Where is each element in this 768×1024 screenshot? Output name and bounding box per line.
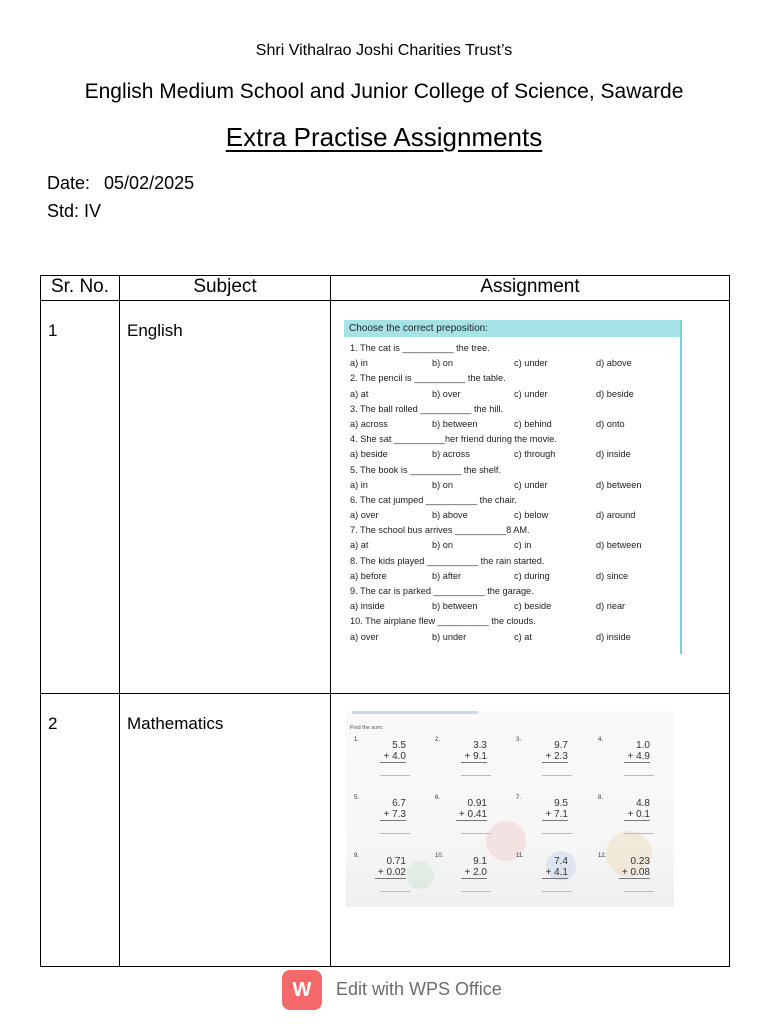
option-text: c) under	[514, 479, 548, 490]
std-line	[47, 201, 101, 222]
answer-line	[461, 891, 491, 892]
answer-line	[380, 891, 410, 892]
addend-plus: + 7.1	[542, 809, 568, 821]
option-text: b) on	[432, 540, 453, 551]
option-text: c) below	[514, 510, 549, 521]
question-text: 1. The cat is __________ the tree.	[350, 343, 490, 353]
question-text: 10. The airplane flew __________ the clouds.	[350, 616, 536, 627]
option-text: d) near	[596, 601, 626, 612]
option-text: b) after	[432, 570, 462, 581]
addition-problem	[435, 855, 505, 897]
option-text: d) around	[596, 510, 636, 521]
addend: 9.7	[554, 740, 568, 751]
school-name: English Medium School and Junior College of Science, Sawarde	[84, 80, 684, 103]
header-assignment: Assignment	[331, 276, 730, 301]
option-text: c) behind	[514, 418, 552, 429]
assignment-table	[40, 275, 730, 967]
option-text: c) under	[514, 358, 548, 369]
addition-problem	[354, 855, 424, 897]
option-text: c) under	[514, 388, 548, 399]
question-text: 6. The cat jumped __________ the chair.	[350, 494, 517, 505]
row-assignment	[331, 694, 730, 967]
wps-logo-icon: W	[282, 970, 322, 1010]
option-text: b) over	[432, 388, 461, 399]
problem-number: 1.	[354, 737, 360, 743]
problem-number: 11.	[516, 853, 524, 859]
header-subject: Subject	[120, 276, 331, 301]
option-text: b) under	[432, 631, 467, 642]
option-text: c) through	[514, 449, 556, 460]
wps-edit-link[interactable]: Edit with WPS Office	[336, 979, 502, 999]
date-value: 05/02/2025	[104, 173, 195, 193]
option-text: a) at	[350, 388, 369, 399]
std-label: Std:	[47, 201, 80, 221]
question-text: 8. The kids played __________ the rain started.	[350, 555, 545, 566]
addition-problem	[435, 739, 505, 781]
question-text: 5. The book is __________ the shelf.	[350, 464, 502, 475]
addition-problem	[598, 797, 668, 839]
question-options	[344, 478, 680, 493]
option-text: a) over	[350, 510, 379, 521]
answer-line	[624, 833, 654, 834]
question-options	[344, 417, 680, 432]
problem-number: 12.	[598, 853, 607, 859]
question-options	[344, 508, 680, 523]
table-row	[41, 301, 730, 694]
addend-plus: + 0.1	[624, 809, 650, 821]
addend-plus: + 0.41	[456, 809, 487, 821]
addition-problem	[354, 739, 424, 781]
question-options	[344, 387, 680, 402]
problem-number: 9.	[354, 853, 360, 859]
option-text: a) in	[350, 479, 368, 490]
addition-problem	[516, 797, 586, 839]
date-line	[47, 173, 194, 194]
row-sr-no: 2	[41, 694, 120, 967]
addition-problem	[598, 855, 668, 897]
english-worksheet-image	[344, 320, 682, 654]
option-text: d) between	[596, 479, 642, 490]
addend: 5.5	[392, 740, 406, 751]
addend-plus: + 9.1	[461, 751, 487, 763]
addend: 9.1	[473, 856, 487, 867]
option-text: c) in	[514, 540, 532, 551]
row-sr-no: 1	[41, 301, 120, 694]
addend-plus: + 4.1	[542, 867, 568, 879]
table-row	[41, 694, 730, 967]
option-text: a) at	[350, 540, 369, 551]
problem-number: 6.	[435, 795, 441, 801]
worksheet-instruction: Find the sum.	[350, 725, 384, 731]
problem-number: 5.	[354, 795, 360, 801]
addend-plus: + 0.08	[619, 867, 650, 879]
problem-number: 10.	[435, 853, 444, 859]
question-options	[344, 569, 680, 584]
option-text: a) across	[350, 418, 388, 429]
option-text: d) onto	[596, 418, 625, 429]
std-value: IV	[84, 201, 102, 221]
question-text: 2. The pencil is __________ the table.	[350, 373, 506, 384]
answer-line	[461, 833, 491, 834]
option-text: b) between	[432, 601, 478, 612]
addition-problem	[516, 855, 586, 897]
answer-line	[624, 775, 654, 776]
option-text: a) in	[350, 358, 368, 369]
question-options	[344, 599, 680, 614]
answer-line	[461, 775, 491, 776]
option-text: d) between	[596, 540, 642, 551]
problem-number: 3.	[516, 737, 522, 743]
option-text: a) inside	[350, 601, 385, 612]
addend: 6.7	[392, 798, 406, 809]
math-worksheet-image	[346, 711, 674, 907]
question-options	[344, 630, 680, 645]
question-options	[344, 356, 680, 371]
answer-line	[380, 833, 410, 834]
question-text: 3. The ball rolled __________ the hill.	[350, 403, 504, 414]
addend: 9.5	[554, 798, 568, 809]
option-text: d) since	[596, 570, 629, 581]
option-text: b) across	[432, 449, 470, 460]
option-text: a) beside	[350, 449, 388, 460]
addend-plus: + 0.02	[375, 867, 406, 879]
wps-footer	[0, 970, 768, 1010]
addend: 0.71	[386, 856, 406, 867]
addend: 3.3	[473, 740, 487, 751]
addition-problem	[516, 739, 586, 781]
option-text: d) inside	[596, 449, 631, 460]
option-text: b) on	[432, 358, 453, 369]
worksheet-heading: Choose the correct preposition:	[344, 320, 680, 337]
worksheet-title-band	[352, 711, 478, 714]
addend-plus: + 2.0	[461, 867, 487, 879]
problem-number: 2.	[435, 737, 441, 743]
option-text: a) over	[350, 631, 379, 642]
addend-plus: + 4.0	[380, 751, 406, 763]
trust-name: Shri Vithalrao Joshi Charities Trust’s	[255, 42, 513, 59]
document-title: Extra Practise Assignments	[225, 122, 543, 152]
addition-problem	[598, 739, 668, 781]
answer-line	[542, 775, 572, 776]
table-header-row	[41, 276, 730, 301]
option-text: a) before	[350, 570, 387, 581]
addend-plus: + 2.3	[542, 751, 568, 763]
addend-plus: + 4.9	[624, 751, 650, 763]
option-text: b) above	[432, 510, 468, 521]
option-text: d) inside	[596, 631, 631, 642]
addend: 0.23	[630, 856, 650, 867]
addend: 1.0	[636, 740, 650, 751]
answer-line	[542, 891, 572, 892]
addend: 7.4	[554, 856, 568, 867]
addition-problem	[354, 797, 424, 839]
row-subject: Mathematics	[120, 694, 331, 967]
addition-problem	[435, 797, 505, 839]
addend: 4.8	[636, 798, 650, 809]
option-text: b) on	[432, 479, 453, 490]
addend-plus: + 7.3	[380, 809, 406, 821]
question-options	[344, 447, 680, 462]
question-options	[344, 538, 680, 553]
option-text: c) during	[514, 570, 550, 581]
answer-line	[380, 775, 410, 776]
answer-line	[542, 833, 572, 834]
row-subject: English	[120, 301, 331, 694]
header-sr-no: Sr. No.	[41, 276, 120, 301]
question-text: 7. The school bus arrives __________8 AM.	[350, 525, 530, 536]
option-text: b) between	[432, 418, 478, 429]
option-text: d) beside	[596, 388, 634, 399]
problem-number: 8.	[598, 795, 604, 801]
problem-number: 4.	[598, 737, 604, 743]
row-assignment	[331, 301, 730, 694]
option-text: c) at	[514, 631, 532, 642]
problem-number: 7.	[516, 795, 522, 801]
question-text: 4. She sat __________her friend during the movie.	[350, 434, 557, 445]
option-text: c) beside	[514, 601, 552, 612]
answer-line	[624, 891, 654, 892]
addend: 0.91	[467, 798, 487, 809]
question-text: 9. The car is parked __________ the garage.	[350, 586, 534, 596]
date-label: Date:	[47, 173, 91, 193]
option-text: d) above	[596, 358, 632, 369]
